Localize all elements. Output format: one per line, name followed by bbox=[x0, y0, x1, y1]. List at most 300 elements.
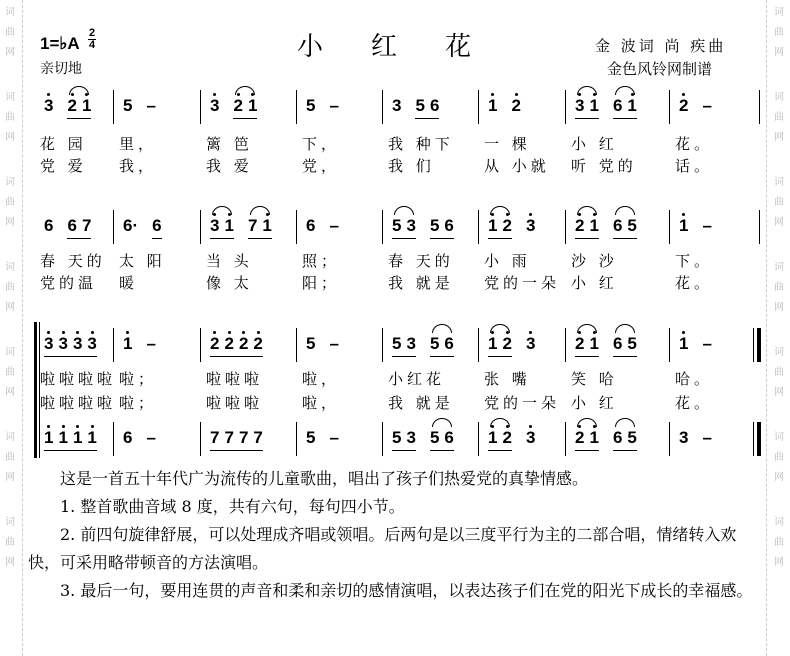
final-barline bbox=[757, 422, 761, 456]
note: – bbox=[702, 216, 712, 235]
lyric: 党的一朵 bbox=[484, 394, 561, 412]
lyric: 啦， bbox=[302, 394, 341, 412]
watermark-char: 网 bbox=[774, 47, 784, 58]
note: 5 bbox=[627, 216, 637, 235]
barline bbox=[669, 90, 670, 124]
note-group bbox=[575, 96, 599, 119]
notes-line bbox=[0, 428, 790, 458]
note: 1 bbox=[627, 96, 637, 115]
note: 2 bbox=[575, 428, 585, 447]
note: 3 bbox=[87, 334, 97, 353]
watermark-char: 网 bbox=[5, 217, 15, 228]
note-group bbox=[392, 96, 401, 118]
measure bbox=[300, 334, 339, 356]
note: – bbox=[146, 96, 156, 115]
lyric: 下， bbox=[302, 135, 341, 153]
lyric: 我， bbox=[119, 157, 158, 175]
lyric: 花。 bbox=[675, 135, 714, 153]
measure bbox=[117, 334, 156, 356]
barline bbox=[382, 90, 383, 124]
watermark-char: 曲 bbox=[5, 452, 15, 463]
note-paragraph: 3. 最后一句，要用连贯的声音和柔和亲切的感情演唱，以表达孩子们在党的阳光下成长的幸福感。 bbox=[60, 581, 753, 600]
note: 3 bbox=[406, 216, 416, 235]
lyric: 我 种下 bbox=[388, 135, 454, 153]
lyric: 小红花 bbox=[388, 370, 446, 388]
measure bbox=[569, 428, 637, 451]
lyric: 我 就是 bbox=[388, 274, 454, 292]
barline bbox=[113, 90, 114, 124]
barline bbox=[669, 328, 670, 362]
note-group bbox=[146, 334, 155, 356]
notes-line bbox=[0, 334, 790, 364]
note: 7 bbox=[210, 428, 220, 447]
barline bbox=[478, 90, 479, 124]
measure bbox=[300, 96, 339, 118]
time-bottom: 4 bbox=[88, 39, 96, 51]
lyric: 党， bbox=[302, 157, 341, 175]
note-group bbox=[123, 428, 132, 450]
note: 1 bbox=[679, 334, 689, 353]
note: 2 bbox=[224, 334, 234, 353]
lyric: 啦啦啦啦 bbox=[40, 394, 117, 412]
note: 3 bbox=[44, 96, 54, 115]
note: 5 bbox=[123, 96, 133, 115]
note: 5 bbox=[306, 96, 316, 115]
watermark-char: 网 bbox=[5, 47, 15, 58]
note-group bbox=[392, 428, 416, 451]
lyric: 花 园 bbox=[40, 135, 87, 153]
note: 2 bbox=[575, 334, 585, 353]
lyric: 沙 沙 bbox=[571, 252, 618, 270]
lyric: 听 党的 bbox=[571, 157, 637, 175]
watermark-char: 词 bbox=[774, 177, 784, 188]
note-group bbox=[511, 96, 520, 118]
note-group bbox=[146, 96, 155, 118]
barline bbox=[296, 90, 297, 124]
note: 5 bbox=[392, 216, 402, 235]
note: 3 bbox=[406, 334, 416, 353]
performance-notes bbox=[28, 465, 768, 605]
measure bbox=[673, 334, 712, 356]
final-barline bbox=[757, 328, 761, 362]
barline bbox=[113, 422, 114, 456]
measure bbox=[386, 334, 454, 357]
lyric: 下。 bbox=[675, 252, 714, 270]
note: 3 bbox=[525, 216, 536, 235]
watermark-char: 网 bbox=[774, 557, 784, 568]
barline bbox=[669, 422, 670, 456]
note: 1 bbox=[224, 216, 234, 235]
note: 2 bbox=[67, 96, 77, 115]
note: 3 bbox=[210, 96, 220, 115]
barline bbox=[669, 210, 670, 244]
lyric: 春 天的 bbox=[388, 252, 454, 270]
watermark-char: 词 bbox=[5, 177, 15, 188]
watermark-char: 网 bbox=[5, 302, 15, 313]
measure bbox=[38, 96, 91, 119]
measure bbox=[38, 216, 91, 239]
watermark-char: 曲 bbox=[774, 282, 784, 293]
watermark-char: 网 bbox=[5, 387, 15, 398]
system-bracket bbox=[34, 322, 37, 458]
note: 6 bbox=[429, 96, 440, 115]
notes-line bbox=[0, 216, 790, 246]
watermark-char: 词 bbox=[774, 432, 784, 443]
note: 7 bbox=[81, 216, 92, 235]
note: 6 bbox=[444, 216, 454, 235]
watermark-char: 词 bbox=[774, 92, 784, 103]
note-group bbox=[430, 334, 454, 357]
measure bbox=[569, 216, 637, 239]
note-group bbox=[392, 216, 416, 239]
note-group bbox=[306, 216, 315, 238]
measure bbox=[300, 216, 339, 238]
watermark-char: 词 bbox=[5, 92, 15, 103]
note: 2 bbox=[502, 334, 512, 353]
note: – bbox=[146, 428, 156, 447]
lyric: 我 就是 bbox=[388, 394, 454, 412]
lyric: 啦， bbox=[302, 370, 341, 388]
note: 5 bbox=[627, 428, 637, 447]
lyric: 里， bbox=[119, 135, 158, 153]
note: 3 bbox=[679, 428, 689, 447]
system-bracket-line bbox=[39, 322, 40, 458]
barline bbox=[759, 210, 760, 244]
note: 1 bbox=[488, 216, 498, 235]
measure bbox=[117, 428, 156, 450]
note: 6 bbox=[444, 428, 454, 447]
watermark-char: 词 bbox=[774, 347, 784, 358]
lyric: 春 天的 bbox=[40, 252, 106, 270]
note-group bbox=[123, 334, 132, 356]
barline bbox=[200, 422, 201, 456]
note: 1 bbox=[488, 96, 498, 115]
note-group bbox=[430, 216, 454, 239]
note-group bbox=[613, 428, 637, 451]
note-group bbox=[210, 216, 234, 239]
note: 3 bbox=[392, 96, 402, 115]
lyric: 从 小就 bbox=[484, 157, 550, 175]
credits: 金 波词 尚 疾曲 bbox=[595, 37, 727, 55]
lyric: 一 棵 bbox=[484, 135, 531, 153]
note: 2 bbox=[253, 334, 263, 353]
watermark-char: 词 bbox=[774, 517, 784, 528]
note: 1 bbox=[87, 428, 97, 447]
measure bbox=[204, 334, 263, 357]
watermark-char: 网 bbox=[774, 132, 784, 143]
watermark-char: 网 bbox=[774, 472, 784, 483]
note: 6 bbox=[123, 428, 133, 447]
note: 6 bbox=[612, 334, 623, 353]
note: 5 bbox=[429, 428, 440, 447]
measure bbox=[569, 334, 637, 357]
note: 6 bbox=[152, 216, 162, 235]
note: 3 bbox=[58, 334, 68, 353]
measure bbox=[204, 96, 257, 119]
note-group bbox=[526, 428, 535, 450]
barline bbox=[565, 328, 566, 362]
lyric: 张 嘴 bbox=[484, 370, 531, 388]
note-group bbox=[613, 334, 637, 357]
lyric-line bbox=[0, 272, 790, 302]
lyric: 党 爱 bbox=[40, 157, 87, 175]
lyric: 啦啦啦 bbox=[206, 370, 264, 388]
watermark-char: 曲 bbox=[5, 537, 15, 548]
note: – bbox=[146, 334, 156, 353]
note: 1 bbox=[488, 428, 498, 447]
note-group bbox=[306, 334, 315, 356]
watermark-char: 曲 bbox=[774, 367, 784, 378]
note: 2 bbox=[679, 96, 689, 115]
note-group bbox=[306, 96, 315, 118]
note-group bbox=[415, 96, 439, 119]
copyright: 金色风铃网制谱 bbox=[607, 60, 713, 78]
lyric: 我 爱 bbox=[206, 157, 253, 175]
note: 6· bbox=[123, 216, 139, 235]
barline bbox=[478, 422, 479, 456]
lyric: 篱 笆 bbox=[206, 135, 253, 153]
watermark-char: 曲 bbox=[5, 27, 15, 38]
measure bbox=[673, 96, 712, 118]
note: 1 bbox=[72, 428, 83, 447]
note-group bbox=[488, 216, 512, 239]
note-group bbox=[392, 334, 416, 357]
watermark-char: 词 bbox=[5, 262, 15, 273]
note: 1 bbox=[81, 96, 92, 115]
watermark-char: 网 bbox=[5, 132, 15, 143]
lyric: 小 红 bbox=[571, 274, 618, 292]
note: 1 bbox=[589, 334, 599, 353]
measure bbox=[482, 334, 535, 357]
lyric: 照； bbox=[302, 252, 341, 270]
watermark-char: 曲 bbox=[774, 537, 784, 548]
note: 5 bbox=[392, 334, 402, 353]
watermark-char: 曲 bbox=[5, 282, 15, 293]
note: 2 bbox=[238, 334, 249, 353]
barline bbox=[478, 328, 479, 362]
barline bbox=[565, 90, 566, 124]
note: 5 bbox=[392, 428, 402, 447]
watermark-char: 曲 bbox=[774, 27, 784, 38]
barline bbox=[565, 422, 566, 456]
note: – bbox=[329, 334, 339, 353]
note: 7 bbox=[247, 216, 258, 235]
lyric: 像 太 bbox=[206, 274, 253, 292]
note: 1 bbox=[247, 96, 258, 115]
note-group bbox=[702, 334, 711, 356]
watermark-char: 曲 bbox=[5, 197, 15, 208]
note-group bbox=[210, 96, 219, 118]
note: 6 bbox=[612, 96, 623, 115]
measure bbox=[38, 334, 97, 357]
note: 2 bbox=[210, 334, 220, 353]
song-title: 小红花 bbox=[297, 32, 520, 62]
lyric: 阳； bbox=[302, 274, 341, 292]
note-group bbox=[613, 216, 637, 239]
note-group bbox=[679, 428, 688, 450]
key-signature: 1=♭A bbox=[40, 34, 80, 53]
note: 3 bbox=[525, 428, 536, 447]
note-group bbox=[488, 334, 512, 357]
watermark-char: 曲 bbox=[774, 452, 784, 463]
note: 7 bbox=[224, 428, 234, 447]
watermark-char: 词 bbox=[5, 347, 15, 358]
note-group bbox=[44, 334, 97, 357]
note-group bbox=[526, 216, 535, 238]
note: 2 bbox=[575, 216, 585, 235]
barline bbox=[113, 328, 114, 362]
measure bbox=[673, 216, 712, 238]
note: – bbox=[702, 428, 712, 447]
measure bbox=[482, 428, 535, 451]
note: 5 bbox=[306, 428, 316, 447]
barline bbox=[565, 210, 566, 244]
note: 6 bbox=[612, 428, 623, 447]
note-group bbox=[329, 334, 338, 356]
lyric: 太 阳 bbox=[119, 252, 166, 270]
note: 1 bbox=[589, 216, 599, 235]
tempo-marking: 亲切地 bbox=[40, 61, 82, 77]
note: 6 bbox=[306, 216, 316, 235]
note-group bbox=[702, 216, 711, 238]
note-group bbox=[248, 216, 272, 239]
barline bbox=[200, 90, 201, 124]
note: 6 bbox=[44, 216, 54, 235]
time-top: 2 bbox=[88, 27, 96, 39]
note: 1 bbox=[123, 334, 133, 353]
note-group bbox=[575, 428, 599, 451]
lyric: 啦啦啦 bbox=[206, 394, 264, 412]
note-group bbox=[488, 428, 512, 451]
note-paragraph: 2. 前四句旋律舒展，可以处理成齐唱或领唱。后两句是以三度平行为主的二部合唱，情绪转入欢快，可采用略带顿音的方法演唱。 bbox=[28, 525, 737, 572]
note: 5 bbox=[429, 216, 440, 235]
note-group bbox=[233, 96, 257, 119]
note: 3 bbox=[210, 216, 220, 235]
measure bbox=[386, 96, 439, 119]
measure bbox=[482, 96, 521, 118]
lyric: 话。 bbox=[675, 157, 714, 175]
note-paragraph: 1. 整首歌曲音域 8 度，共有六句，每句四小节。 bbox=[60, 497, 405, 516]
note: – bbox=[329, 428, 339, 447]
note-group bbox=[679, 334, 688, 356]
note: 2 bbox=[511, 96, 521, 115]
measure bbox=[117, 96, 156, 118]
measure bbox=[482, 216, 535, 239]
lyric: 哈。 bbox=[675, 370, 714, 388]
watermark-char: 曲 bbox=[774, 197, 784, 208]
note: 7 bbox=[238, 428, 249, 447]
note: 3 bbox=[44, 334, 54, 353]
note: 5 bbox=[415, 96, 425, 115]
barline bbox=[478, 210, 479, 244]
note: 1 bbox=[589, 96, 599, 115]
note: – bbox=[702, 334, 712, 353]
note: – bbox=[702, 96, 712, 115]
note-group bbox=[44, 428, 97, 451]
watermark-char: 曲 bbox=[5, 112, 15, 123]
lyric: 党的一朵 bbox=[484, 274, 561, 292]
note-group bbox=[329, 428, 338, 450]
note-group bbox=[210, 428, 263, 451]
lyric: 啦啦啦啦 bbox=[40, 370, 117, 388]
barline bbox=[296, 422, 297, 456]
watermark-char: 网 bbox=[5, 557, 15, 568]
note: 3 bbox=[406, 428, 416, 447]
watermark-char: 网 bbox=[5, 472, 15, 483]
note: 1 bbox=[589, 428, 599, 447]
note: 3 bbox=[525, 334, 536, 353]
watermark-char: 曲 bbox=[5, 367, 15, 378]
barline bbox=[382, 328, 383, 362]
lyric: 小 红 bbox=[571, 394, 618, 412]
note: 6 bbox=[67, 216, 77, 235]
note-group bbox=[702, 428, 711, 450]
watermark-char: 词 bbox=[774, 262, 784, 273]
watermark-char: 网 bbox=[774, 302, 784, 313]
note: – bbox=[329, 96, 339, 115]
note-group bbox=[329, 96, 338, 118]
lyric: 花。 bbox=[675, 394, 714, 412]
note: 6 bbox=[612, 216, 623, 235]
lyric: 啦； bbox=[119, 394, 158, 412]
barline bbox=[296, 210, 297, 244]
lyric: 花。 bbox=[675, 274, 714, 292]
note: 1 bbox=[679, 216, 689, 235]
lyric: 啦； bbox=[119, 370, 158, 388]
note-group bbox=[575, 334, 599, 357]
lyric: 我 们 bbox=[388, 157, 435, 175]
note: 1 bbox=[44, 428, 54, 447]
barline bbox=[382, 422, 383, 456]
lyric: 小 雨 bbox=[484, 252, 531, 270]
note: 1 bbox=[58, 428, 68, 447]
note-group bbox=[613, 96, 637, 119]
barline bbox=[759, 90, 760, 124]
note-group bbox=[329, 216, 338, 238]
lyric-line bbox=[0, 392, 790, 422]
lyric-line bbox=[0, 155, 790, 185]
note: 1 bbox=[488, 334, 498, 353]
measure bbox=[386, 428, 454, 451]
note-group bbox=[575, 216, 599, 239]
watermark-char: 词 bbox=[5, 432, 15, 443]
note-paragraph: 这是一首五十年代广为流传的儿童歌曲，唱出了孩子们热爱党的真挚情感。 bbox=[60, 469, 589, 488]
watermark-char: 曲 bbox=[774, 112, 784, 123]
note-group bbox=[152, 216, 161, 239]
note-group bbox=[123, 216, 138, 238]
note: 3 bbox=[575, 96, 585, 115]
note-group bbox=[702, 96, 711, 118]
note-group bbox=[679, 96, 688, 118]
note-group bbox=[430, 428, 454, 451]
note-group bbox=[123, 96, 132, 118]
lyric: 笑 哈 bbox=[571, 370, 618, 388]
note: 1 bbox=[262, 216, 272, 235]
measure bbox=[386, 216, 454, 239]
note-group bbox=[146, 428, 155, 450]
notes-line bbox=[0, 96, 790, 126]
watermark-char: 网 bbox=[774, 387, 784, 398]
note: 2 bbox=[233, 96, 243, 115]
note-group bbox=[210, 334, 263, 357]
note: 5 bbox=[627, 334, 637, 353]
barline bbox=[753, 328, 754, 362]
measure bbox=[204, 428, 263, 451]
note-group bbox=[306, 428, 315, 450]
watermark-char: 词 bbox=[774, 7, 784, 18]
measure bbox=[204, 216, 272, 239]
barline bbox=[382, 210, 383, 244]
